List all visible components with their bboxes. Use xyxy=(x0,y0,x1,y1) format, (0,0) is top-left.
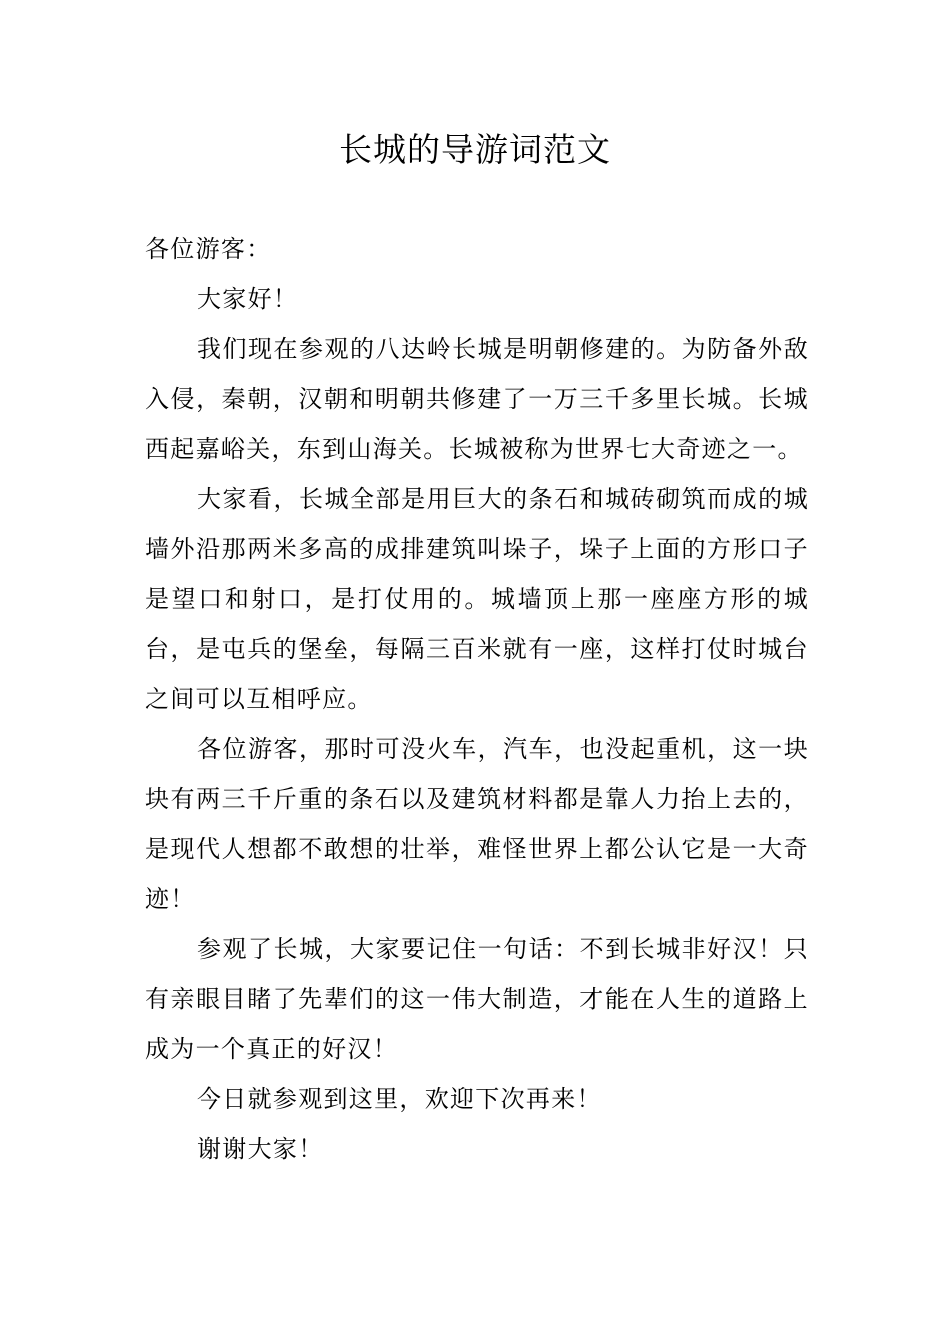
paragraph-greeting: 大家好！ xyxy=(197,285,299,313)
paragraph-history: 我们现在参观的八达岭长城是明朝修建的。为防备外敌入侵，秦朝，汉朝和明朝共修建了一万三千多里长城。长城西起嘉峪关，东到山海关。长城被称为世界七大奇迹之一。 xyxy=(145,335,809,463)
paragraph-structure: 大家看，长城全部是用巨大的条石和城砖砌筑而成的城墙外沿那两米多高的成排建筑叫垛子，垛子上面的方形口子是望口和射口，是打仗用的。城墙顶上那一座座方形的城台，是屯兵的堡垒，每隔三百米就有一座，这样打仗时城台之间可以互相呼应。 xyxy=(145,485,809,713)
document-title: 长城的导游词范文 xyxy=(339,130,611,169)
paragraph-thanks: 谢谢大家！ xyxy=(197,1135,324,1163)
document-body xyxy=(145,224,809,1174)
paragraph-farewell: 今日就参观到这里，欢迎下次再来！ xyxy=(197,1085,602,1113)
paragraph-construction: 各位游客，那时可没火车，汽车，也没起重机，这一块块有两三千斤重的条石以及建筑材料都是靠人力抬上去的，是现代人想都不敢想的壮举，难怪世界上都公认它是一大奇迹！ xyxy=(145,735,809,913)
paragraph-motto: 参观了长城，大家要记住一句话：不到长城非好汉！只有亲眼目睹了先辈们的这一伟大制造，才能在人生的道路上成为一个真正的好汉！ xyxy=(145,935,809,1063)
salutation: 各位游客： xyxy=(145,235,272,263)
